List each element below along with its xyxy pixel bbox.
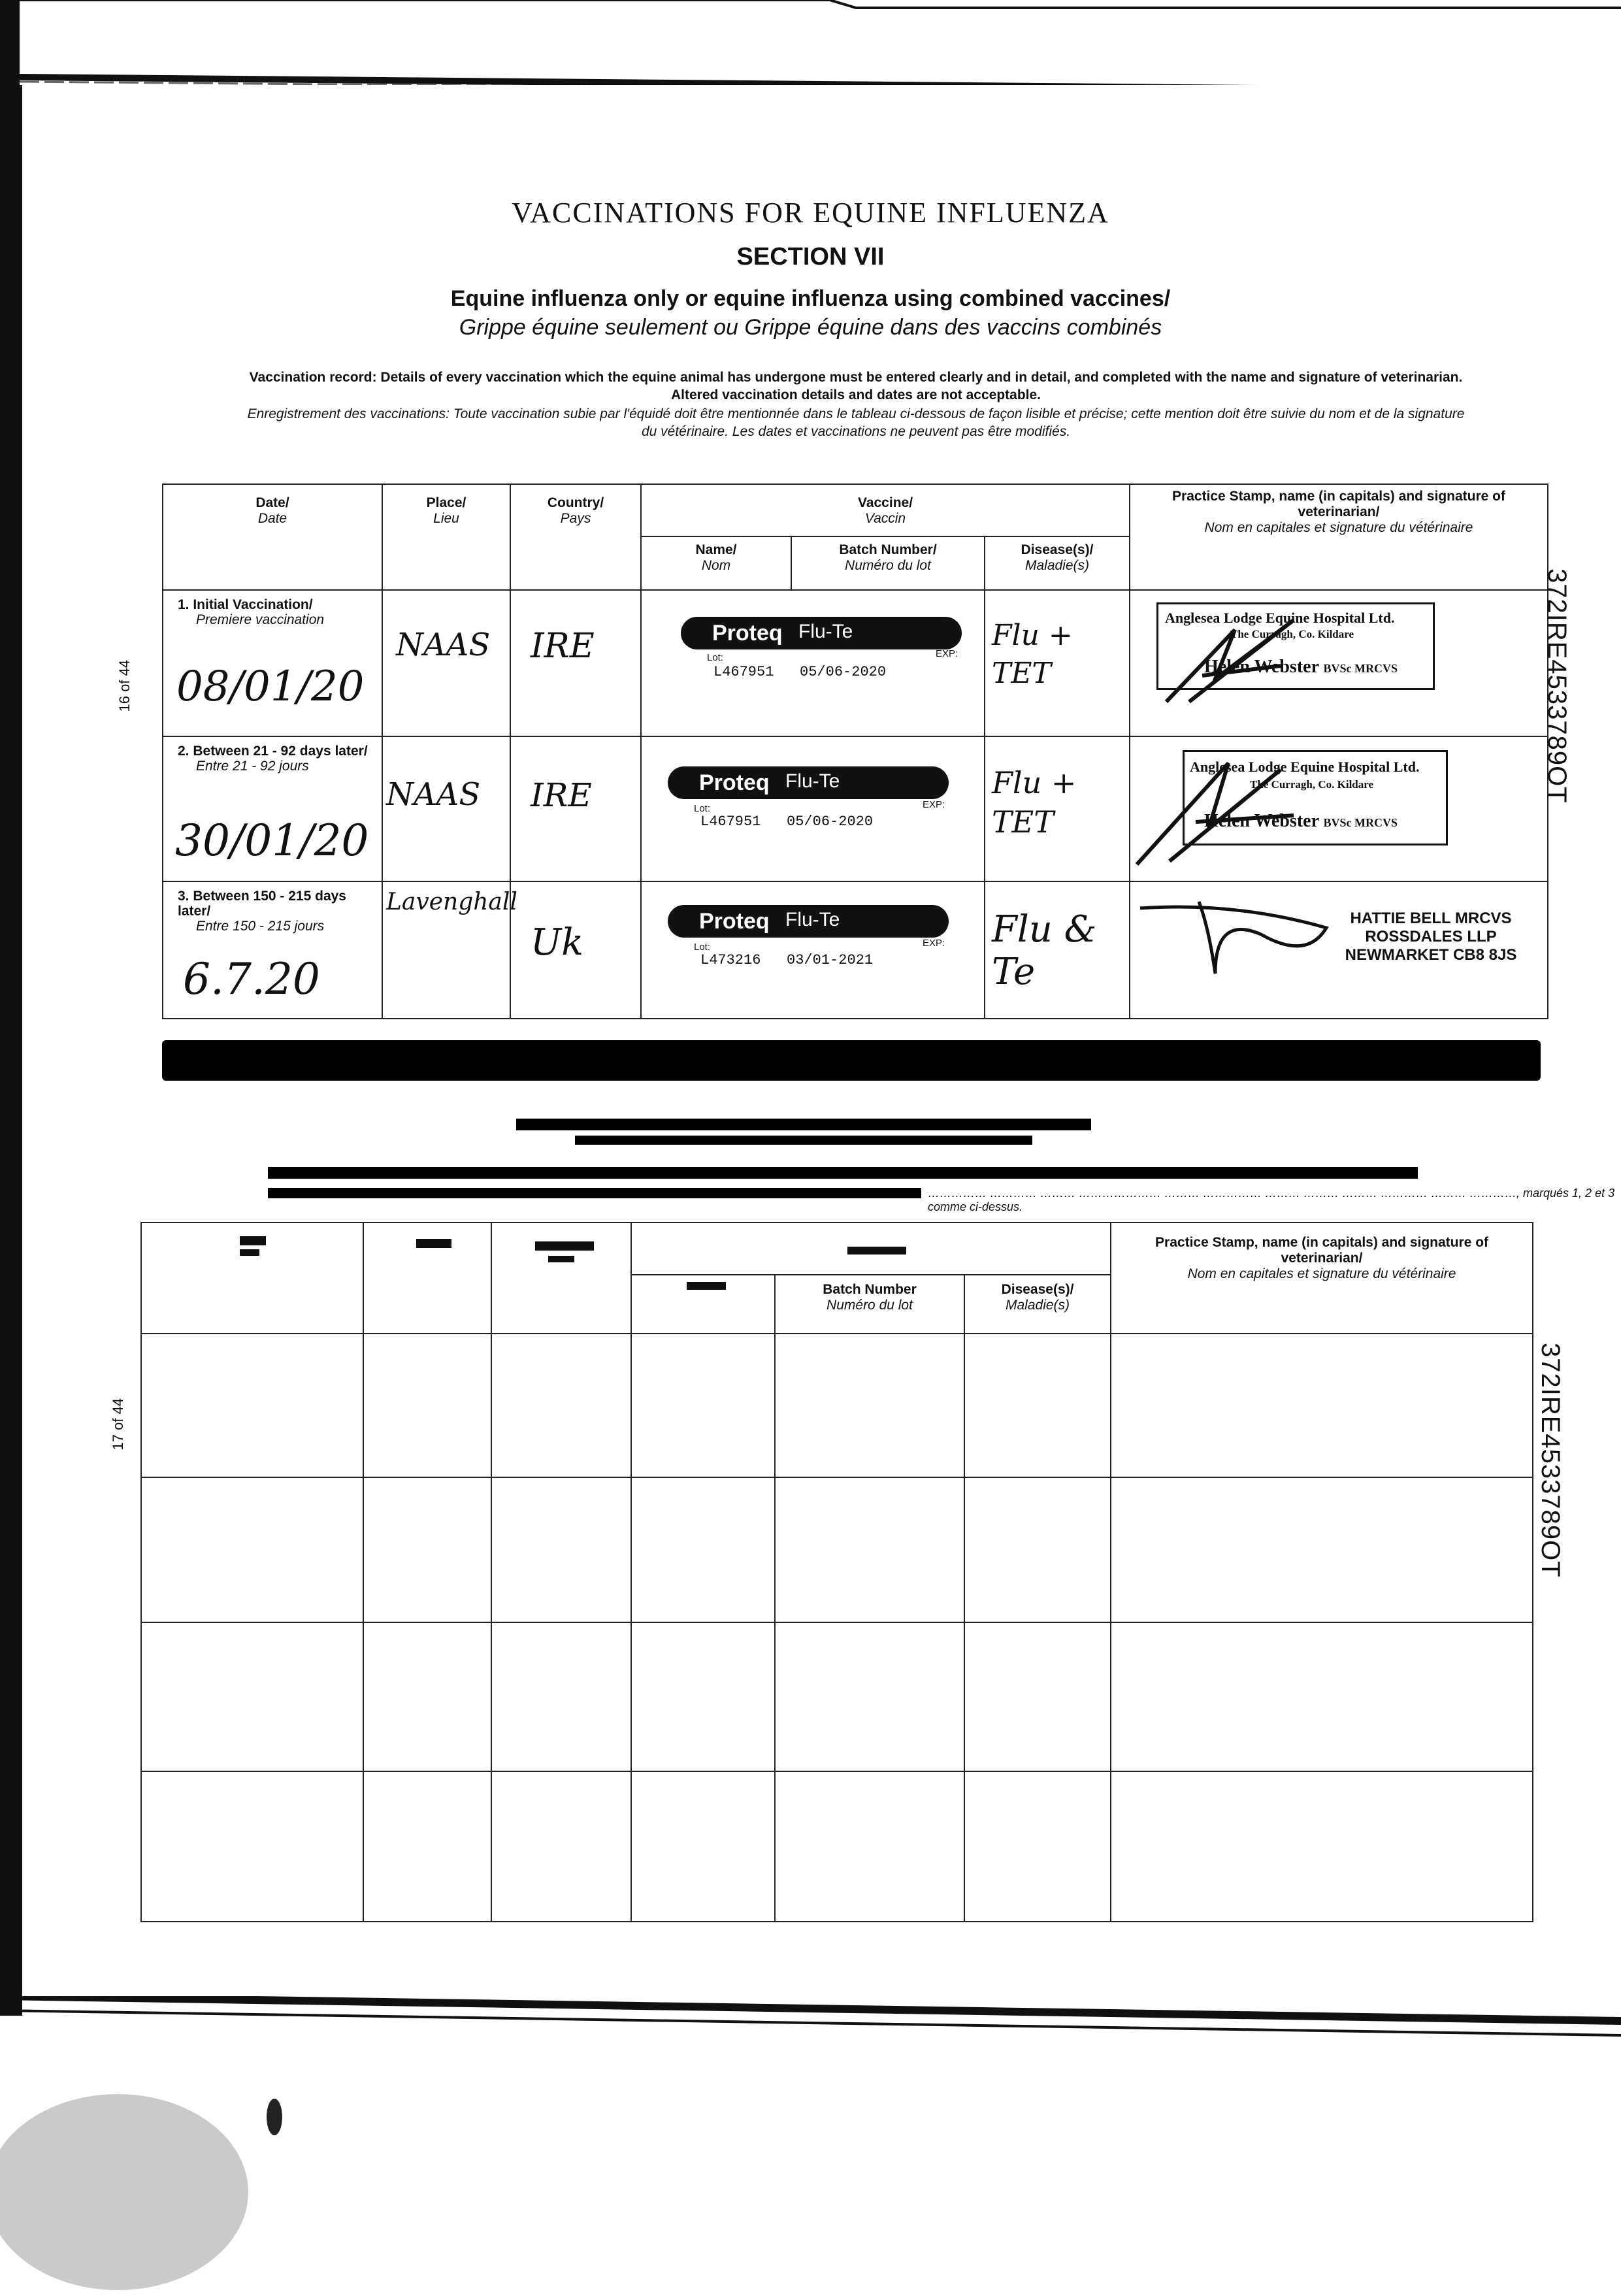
header-stamp: Practice Stamp, name (in capitals) and signature of veterinarian/ Nom en capitales et signature du vétérinaire [1130, 484, 1548, 590]
vaccine-sticker-cell: Proteq Flu-Te Lot: EXP: L473216 03/01-2021 [641, 881, 985, 1019]
date-value: 08/01/20 [176, 663, 365, 711]
country-cell [510, 881, 641, 1019]
lower-note-fr: …………… ………… ……… ………………… ……… …………… ……… ……… ……… ………… ……… …………, marqués 1, 2 et 3 comme ci-dessus. [928, 1187, 1615, 1213]
country-cell [510, 736, 641, 881]
side-id-upper: 372IRE4533789OT [1543, 568, 1571, 804]
disease-cell [985, 881, 1130, 1019]
disease-value: Flu + TET [992, 619, 1073, 690]
header-country: Country/ Pays [510, 484, 641, 590]
vaccine-sticker-cell: Proteq Flu-Te Lot: EXP: L467951 05/06-2020 [641, 736, 985, 881]
redaction-mark [575, 1136, 1032, 1145]
vet-signature [1130, 744, 1339, 874]
disease-cell [985, 736, 1130, 881]
subtitle-fr: Grippe équine seulement ou Grippe équine dans des vaccins combinés [459, 315, 1162, 340]
header-place [363, 1222, 491, 1334]
page-number-upper: 16 of 44 [116, 660, 133, 712]
page-title: VACCINATIONS FOR EQUINE INFLUENZA [512, 197, 1109, 229]
country-cell [510, 590, 641, 736]
header-date [141, 1222, 363, 1334]
country-value: Uk [531, 921, 584, 964]
date-cell: 2. Between 21 - 92 days later/ Entre 21 - 92 jours 30/01/20 [163, 736, 382, 881]
country-value: IRE [531, 776, 592, 814]
disease-value: Flu + TET [992, 765, 1077, 840]
header-stamp: Practice Stamp, name (in capitals) and signature of veterinarian/ Nom en capitales et signature du vétérinaire [1111, 1222, 1533, 1334]
table-row [163, 590, 1548, 736]
vet-signature [1137, 889, 1346, 980]
redaction-bar [162, 1040, 1541, 1081]
redaction-mark [268, 1167, 1418, 1179]
place-cell [382, 736, 510, 881]
instruction-en-2: Altered vaccination details and dates are not acceptable. [670, 387, 1041, 402]
place-value: NAAS [386, 776, 481, 813]
instruction-en-1: Vaccination record: Details of every vaccination which the equine animal has undergone must be entered clearly and in detail, and completed with the name and signature of veterinarian. [249, 370, 1463, 385]
vaccine-sticker-cell: Proteq Flu-Te Lot: EXP: L467951 05/06-2020 [641, 590, 985, 736]
disease-cell [985, 590, 1130, 736]
practice-stamp: HATTIE BELL MRCVS ROSSDALES LLP NEWMARKET CB8 8JS [1345, 910, 1517, 964]
header-country [491, 1222, 631, 1334]
date-value: 6.7.20 [183, 954, 320, 1004]
header-date: Date/ Date [163, 484, 382, 590]
subtitle-en: Equine influenza only or equine influenza using combined vaccines/ [450, 286, 1171, 311]
stamp-cell [1130, 881, 1548, 1019]
place-cell [382, 881, 517, 1019]
instruction-fr-2: du vétérinaire. Les dates et vaccinations ne peuvent pas être modifiés. [641, 424, 1071, 439]
stamp-cell [1130, 590, 1548, 736]
date-cell: 1. Initial Vaccination/ Premiere vaccination 08/01/20 [163, 590, 382, 736]
scan-bottom-edge [0, 1996, 1621, 2293]
side-id-lower: 372IRE4533789OT [1536, 1343, 1565, 1578]
table-row [163, 736, 1548, 881]
table-row [163, 881, 1548, 1019]
instruction-fr-1: Enregistrement des vaccinations: Toute vaccination subie par l'équidé doit être mentionnée dans le tableau ci-dessous de façon lisible et précise; cette mention doit être suivie du nom et de la signature [247, 406, 1465, 421]
table-row [141, 1622, 1533, 1771]
header-name [631, 1275, 775, 1334]
header-disease: Disease(s)/ Maladie(s) [964, 1275, 1111, 1334]
scan-top-edge [0, 0, 1621, 85]
practice-stamp: Anglesea Lodge Equine Hospital Ltd. The Curragh, Co. Kildare Helen Webster BVSc MRCVS [1156, 602, 1435, 690]
header-batch: Batch Number/ Numéro du lot [791, 536, 985, 590]
page-number-lower: 17 of 44 [110, 1398, 126, 1451]
redaction-mark [516, 1119, 1091, 1130]
header-vaccine [631, 1222, 1111, 1275]
place-value: Lavenghall [386, 889, 517, 915]
header-place: Place/ Lieu [382, 484, 510, 590]
vaccination-table [162, 484, 1548, 1019]
scan-left-edge [0, 85, 22, 2006]
table-row [141, 1334, 1533, 1477]
header-disease: Disease(s)/ Maladie(s) [985, 536, 1130, 590]
vaccination-table-blank [140, 1222, 1533, 1922]
table-row [141, 1771, 1533, 1922]
header-vaccine: Vaccine/ Vaccin [641, 484, 1130, 536]
country-value: IRE [531, 627, 595, 666]
date-value: 30/01/20 [175, 815, 369, 866]
header-name: Name/ Nom [641, 536, 791, 590]
section-title: SECTION VII [736, 243, 885, 271]
table-row [141, 1477, 1533, 1622]
header-batch: Batch Number Numéro du lot [775, 1275, 964, 1334]
practice-stamp: Anglesea Lodge Equine Hospital Ltd. The Curragh, Co. Kildare Helen Webster BVSc MRCVS [1183, 750, 1448, 845]
disease-value: Flu & Te [992, 908, 1097, 993]
place-cell [382, 590, 510, 736]
stamp-cell [1130, 736, 1548, 881]
date-cell: 3. Between 150 - 215 days later/ Entre 150 - 215 jours 6.7.20 [163, 881, 382, 1019]
redaction-mark [268, 1188, 921, 1198]
vet-signature [1163, 604, 1359, 708]
place-value: NAAS [396, 627, 491, 663]
